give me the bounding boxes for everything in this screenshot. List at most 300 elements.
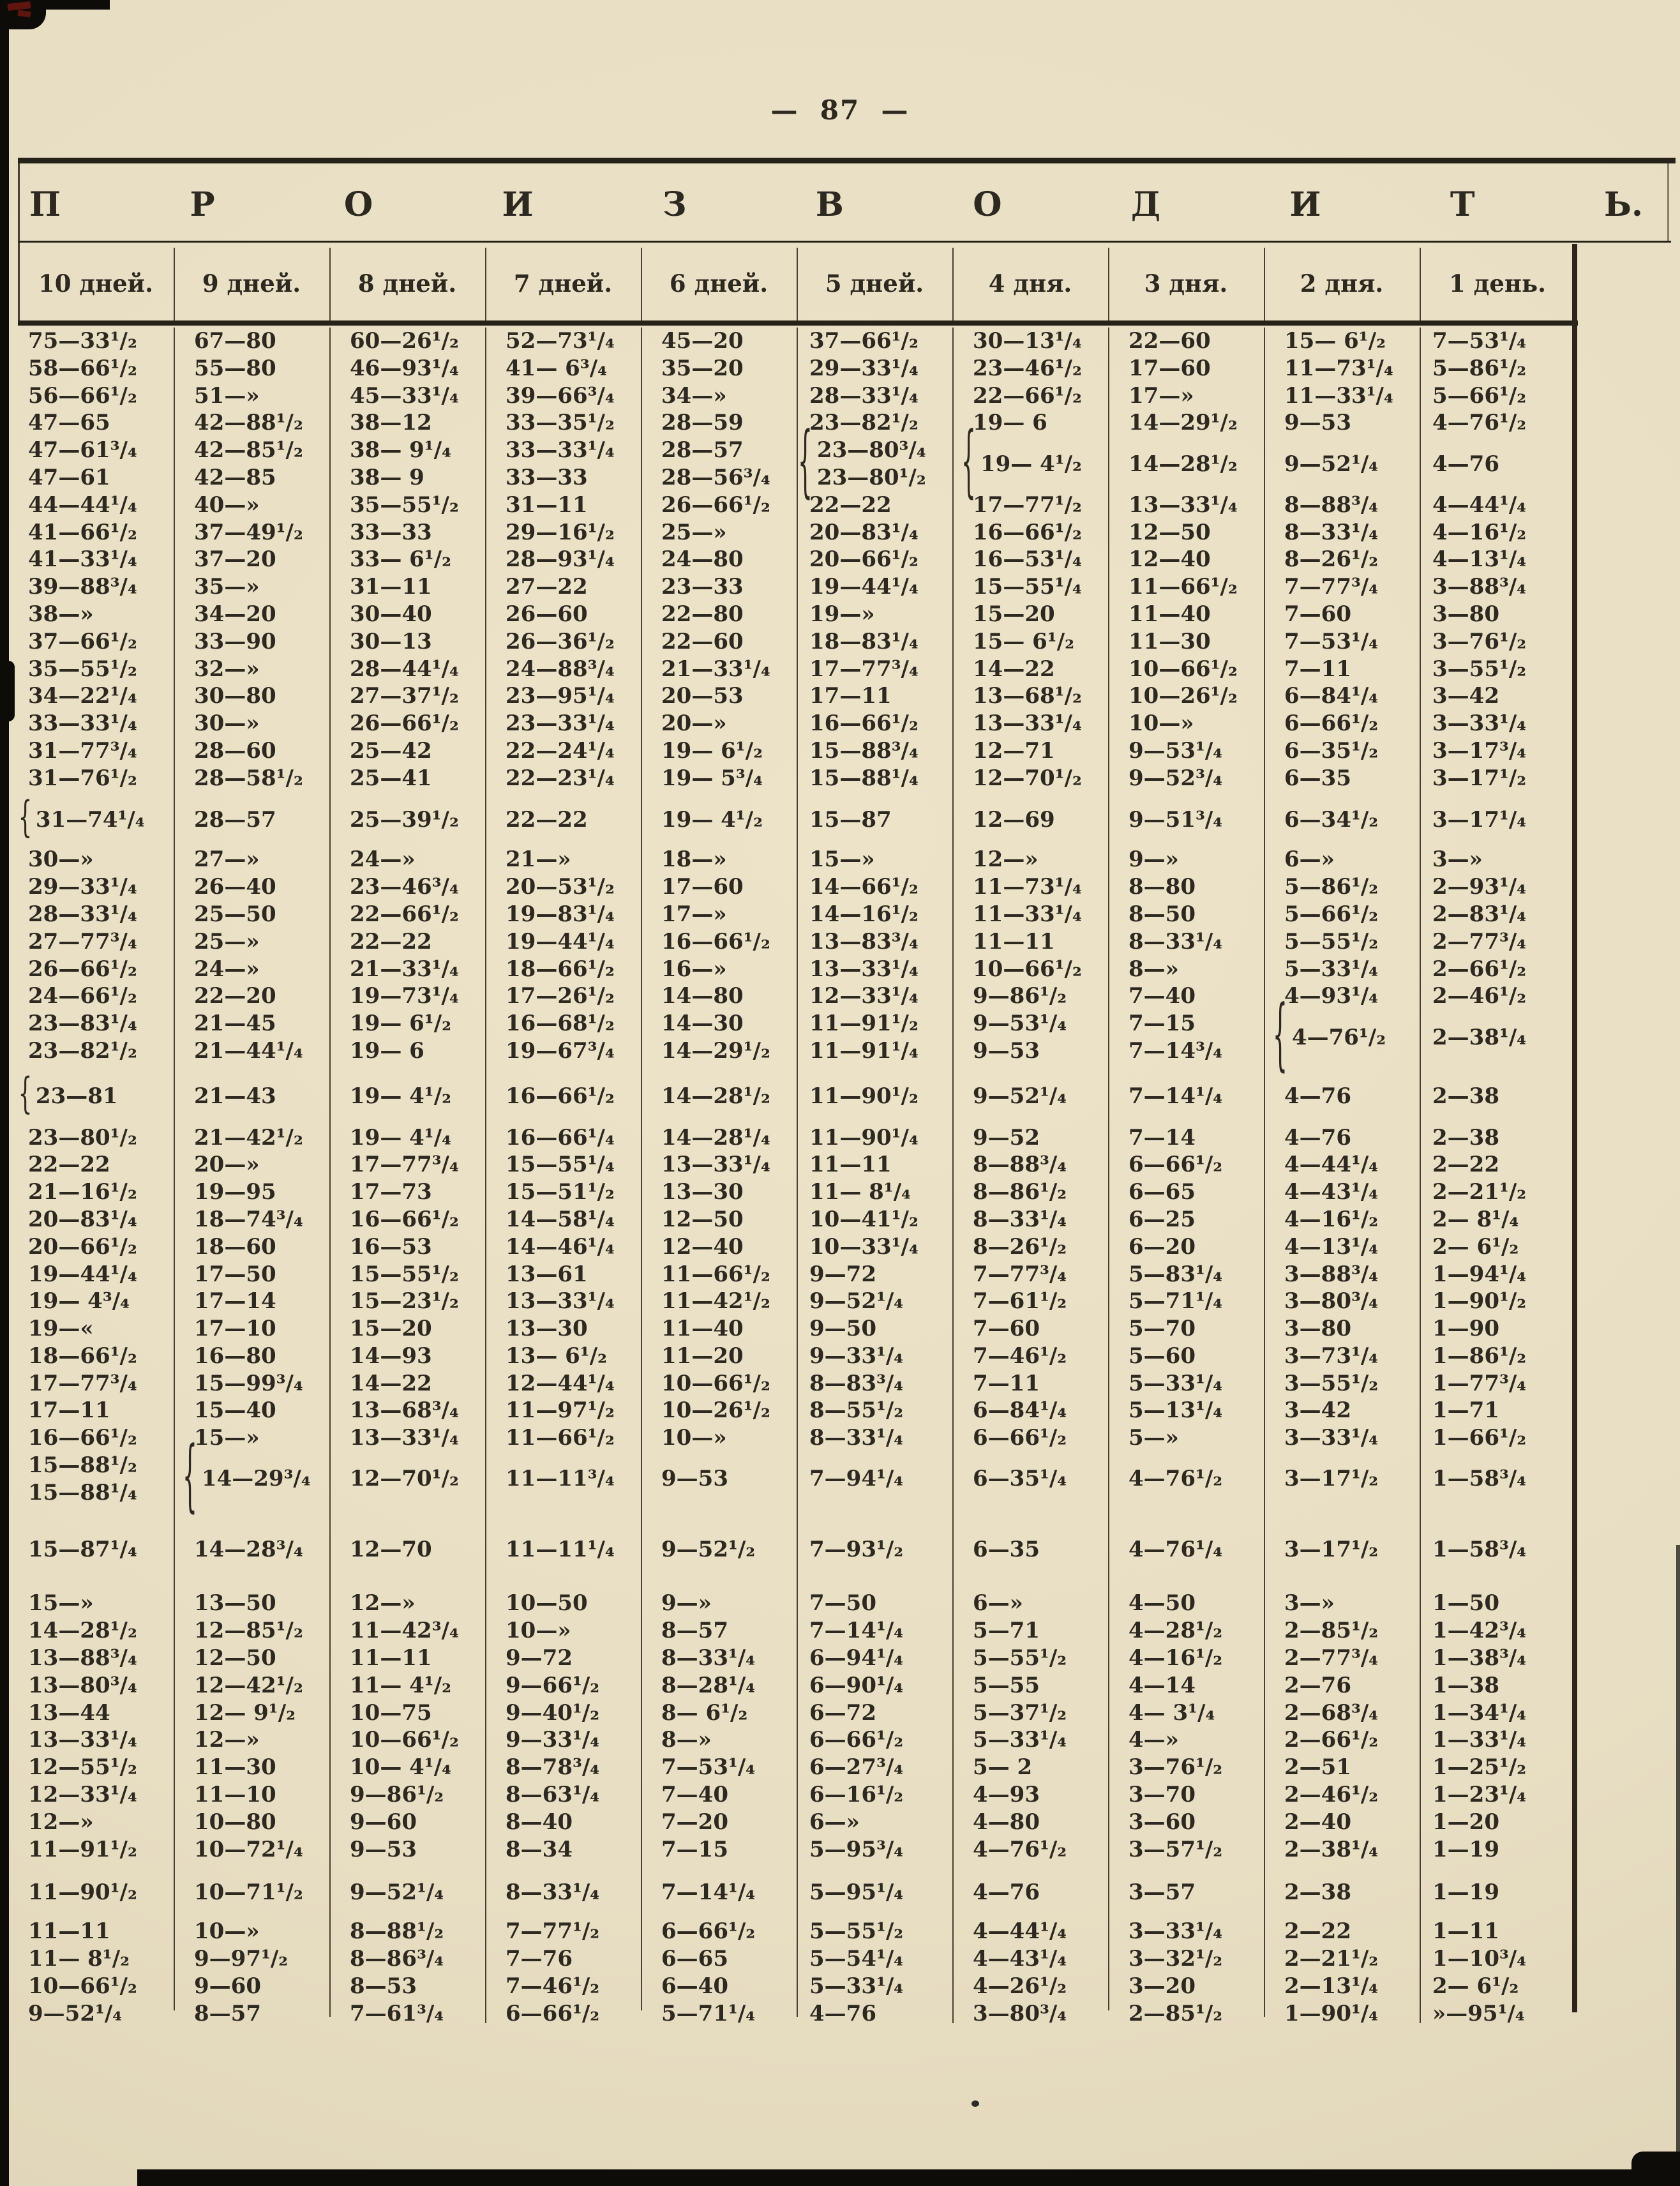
table-cell: 2—77³/₄ — [1284, 1645, 1379, 1671]
table-cell: 4—16¹/₂ — [1284, 1206, 1379, 1232]
table-cell: 15—23¹/₂ — [350, 1288, 459, 1315]
table-cell: 17—14 — [194, 1288, 276, 1315]
table-cell: 14—16¹/₂ — [809, 901, 919, 927]
table-cell: 6—72 — [809, 1700, 876, 1726]
table-cell: 38—» — [28, 601, 94, 627]
table-cell: 2—46¹/₂ — [1284, 1782, 1379, 1808]
table-cell: 9—52¹/₄ — [28, 2000, 123, 2026]
table-cell: 4—43¹/₄ — [973, 1946, 1067, 1972]
table-cell: 15—88³/₄ — [809, 737, 919, 764]
table-cell: 25—42 — [350, 737, 432, 764]
table-cell: 1—25¹/₂ — [1432, 1754, 1527, 1781]
table-cell: 27—37¹/₂ — [350, 683, 459, 709]
table-cell: 7—14¹/₄ — [809, 1618, 904, 1644]
table-cell: 12—42¹/₂ — [194, 1672, 303, 1698]
table-cell: 34—22¹/₄ — [28, 683, 137, 709]
table-cell: 15—» — [194, 1425, 260, 1451]
table-cell: 8—80 — [1129, 874, 1196, 900]
table-cell: { 14—29³/₄ — [174, 1452, 329, 1507]
table-cell: 9—53¹/₄ 9—53 — [973, 1011, 1067, 1064]
table-cell: 5—55 — [973, 1672, 1040, 1698]
table-cell: 15—20 — [350, 1316, 432, 1342]
table-cell: 17—60 — [1129, 355, 1211, 381]
table-cell: 17—50 — [194, 1261, 276, 1287]
table-cell: 17—10 — [194, 1316, 276, 1342]
table-cell: 7—94¹/₄ — [809, 1466, 904, 1492]
table-cell: 35—» — [194, 574, 260, 600]
column-separator — [1108, 328, 1109, 2010]
table-cell: 14—80 — [661, 983, 744, 1009]
table-cell: 7—53¹/₄ — [1432, 328, 1527, 354]
table-cell: 21—16¹/₂ — [28, 1179, 137, 1205]
table-cell: 9—72 — [506, 1645, 573, 1671]
title-letter: Р — [190, 185, 215, 224]
table-cell: 2— 8¹/₄ — [1432, 1206, 1519, 1232]
table-cell: 13—33¹/₄ — [506, 1288, 615, 1315]
table-cell: 3—76¹/₂ — [1432, 628, 1527, 654]
table-cell: 3—55¹/₂ — [1284, 1370, 1379, 1396]
table-cell: 22—22 — [28, 1152, 110, 1178]
table-cell: 25—» — [661, 519, 727, 545]
table-cell: 6—35 — [1284, 765, 1351, 791]
table-cell: 8—57 — [661, 1618, 728, 1644]
table-cell: 4—76 — [1432, 451, 1499, 477]
column-header: 6 дней. — [669, 269, 769, 298]
table-cell: 1—20 — [1432, 1809, 1499, 1835]
table-cell: 21—33¹/₄ — [350, 956, 459, 982]
table-cell: 27—» — [194, 847, 260, 873]
table-cell: 2—38¹/₄ — [1432, 1024, 1527, 1050]
table-cell: 5—86¹/₂ — [1432, 355, 1527, 381]
table-cell: 10—66¹/₂ — [973, 956, 1082, 982]
table-cell: 4—50 — [1129, 1590, 1196, 1617]
table-cell: 11—42³/₄ — [350, 1618, 459, 1644]
table-cell: 4— 3¹/₄ — [1129, 1700, 1215, 1726]
table-cell: 15— 6¹/₂ — [973, 628, 1075, 654]
table-cell: 1—66¹/₂ — [1432, 1425, 1527, 1451]
table-cell: 8—33¹/₄ — [1129, 928, 1223, 954]
table-cell: 6—66¹/₂ — [506, 2000, 600, 2026]
table-cell: 12—50 — [1129, 519, 1211, 545]
table-cell: 22—22 — [506, 806, 588, 833]
table-cell: 6—65 — [661, 1946, 728, 1972]
table-cell: 19— 6¹/₂ 19— 6 — [350, 1011, 452, 1064]
table-cell: 38— 9¹/₄ 38— 9 — [350, 437, 452, 490]
table-cell: 6—» — [973, 1590, 1023, 1617]
table-cell: 5—66¹/₂ — [1432, 382, 1527, 409]
table-cell: 31—11 — [350, 574, 432, 600]
table-cell: 16—66¹/₂ — [809, 711, 919, 737]
table-cell: 19—44¹/₄ — [28, 1261, 137, 1287]
table-cell: 4—76 — [809, 2000, 876, 2026]
title-letter: В — [815, 185, 844, 224]
column-header: 3 дня. — [1144, 269, 1228, 298]
table-cell: 2—51 — [1284, 1754, 1351, 1781]
table-cell: 16—80 — [194, 1343, 276, 1369]
column-separator — [174, 328, 175, 2010]
table-cell: 33—35¹/₂ — [506, 410, 615, 436]
table-cell: 12—70¹/₂ — [973, 765, 1082, 791]
scan-edge-left — [0, 0, 9, 2186]
table-cell: 10—» — [194, 1918, 260, 1945]
table-cell: 7—60 — [1284, 601, 1351, 627]
table-cell: 41—66¹/₂ — [28, 519, 137, 545]
table-cell: 31—77³/₄ — [28, 737, 137, 764]
table-cell: 3—60 — [1129, 1809, 1196, 1835]
table-cell: 41— 6³/₄ — [506, 355, 608, 381]
table-cell: 2—40 — [1284, 1809, 1351, 1835]
table-cell: 19— 4¹/₂ — [661, 806, 763, 833]
scan-edge-right — [1676, 1545, 1680, 2186]
table-cell: 9—33¹/₄ — [506, 1727, 600, 1753]
table-cell: 37—20 — [194, 546, 276, 573]
table-cell: 10—» — [1129, 711, 1194, 737]
table-cell: 30—» — [28, 847, 94, 873]
table-cell: 22—60 — [661, 628, 744, 654]
table-cell: 10—» — [506, 1618, 571, 1644]
table-cell: 6—40 — [661, 1973, 728, 1999]
table-cell: 15—87 — [809, 806, 892, 833]
column-separator — [641, 328, 642, 2010]
table-cell: 8—» — [1129, 956, 1179, 982]
table-cell: 3—70 — [1129, 1782, 1196, 1808]
table-cell: 16—» — [661, 956, 727, 982]
table-cell: 18—66¹/₂ — [506, 956, 615, 982]
table-cell: 6—66¹/₂ — [1129, 1152, 1223, 1178]
column-header: 10 дней. — [38, 269, 153, 298]
table-cell: 3—88³/₄ — [1432, 574, 1527, 600]
table-cell: 24—88³/₄ — [506, 656, 615, 682]
table-cell: 30—40 — [350, 601, 432, 627]
table-cell: 2—93¹/₄ — [1432, 874, 1527, 900]
table-cell: 25—50 — [194, 901, 276, 927]
table-cell: 3—17¹/₂ — [1284, 1536, 1379, 1562]
table-cell: 13—50 — [194, 1590, 276, 1617]
table-cell: 11—91¹/₂ 11—91¹/₄ — [809, 1011, 919, 1064]
table-cell: 13—80³/₄ — [28, 1672, 137, 1698]
table-cell: 7—11 — [1284, 656, 1351, 682]
table-cell: 4—44¹/₄ — [973, 1918, 1067, 1945]
table-cell: 14—30 14—29¹/₂ — [661, 1011, 770, 1064]
table-cell: 41—33¹/₄ — [28, 546, 137, 573]
table-cell: 7—61³/₄ — [350, 2000, 444, 2026]
table-cell: 25—39¹/₂ — [350, 806, 459, 833]
table-cell: 2—66¹/₂ — [1432, 956, 1527, 982]
table-cell: 18—» — [661, 847, 727, 873]
table-cell: 7—15 7—14³/₄ — [1129, 1011, 1223, 1064]
table-cell: 25—41 — [350, 765, 432, 791]
table-cell: 13—68¹/₂ — [973, 683, 1082, 709]
table-cell: 14—93 — [350, 1343, 432, 1369]
table-cell: 23—95¹/₄ — [506, 683, 615, 709]
table-cell: 44—44¹/₄ — [28, 492, 137, 518]
table-cell: 5—37¹/₂ — [973, 1700, 1067, 1726]
table-cell: 5—55¹/₂ — [973, 1645, 1067, 1671]
table-cell: 51—» — [194, 382, 260, 409]
brace: { — [18, 793, 33, 842]
brace: { — [961, 418, 976, 507]
table-cell: 7—20 — [661, 1809, 728, 1835]
table-cell: 12—40 — [661, 1233, 744, 1260]
table-cell: 3—17¹/₄ — [1432, 806, 1527, 833]
table-cell: 12—70 — [350, 1536, 432, 1562]
table-cell: 12—70¹/₂ — [350, 1466, 459, 1492]
table-cell: 4—26¹/₂ — [973, 1973, 1067, 1999]
table-cell: 13—33¹/₄ — [661, 1152, 770, 1178]
column-header: 7 дней. — [513, 269, 613, 298]
table-cell: 1—94¹/₄ — [1432, 1261, 1527, 1287]
table-cell: 6—35¹/₄ — [973, 1466, 1067, 1492]
table-cell: 9—52¹/₂ — [661, 1536, 756, 1562]
table-cell: 13—83³/₄ — [809, 928, 919, 954]
table-cell: 9—53 — [1284, 410, 1351, 436]
table-cell: 24—66¹/₂ — [28, 983, 137, 1009]
table-cell: 5—83¹/₄ — [1129, 1261, 1223, 1287]
table-cell: 19— 6¹/₂ — [661, 737, 763, 764]
table-cell: 20—53 — [661, 683, 744, 709]
table-cell: 26—66¹/₂ — [661, 492, 770, 518]
table-cell: 6—34¹/₂ — [1284, 806, 1379, 833]
rule-under-title — [18, 241, 1671, 243]
table-cell: 1—23¹/₄ — [1432, 1782, 1527, 1808]
table-cell: 19—95 — [194, 1179, 276, 1205]
column-separator-header — [1420, 248, 1421, 320]
table-cell: 19— 4¹/₄ — [350, 1124, 452, 1150]
title-letter: Ь. — [1603, 185, 1643, 224]
table-cell: 15—88¹/₄ — [809, 765, 919, 791]
table-cell: 2— 6¹/₂ — [1432, 1233, 1519, 1260]
table-cell: 47—65 — [28, 410, 110, 436]
table-cell: 37—49¹/₂ — [194, 519, 303, 545]
table-cell: 28—44¹/₄ — [350, 656, 459, 682]
table-cell: 3—32¹/₂ — [1129, 1946, 1223, 1972]
table-cell: 9—97¹/₂ — [194, 1946, 289, 1972]
column-separator-header — [1108, 248, 1109, 320]
title-letter: Т — [1450, 185, 1475, 224]
column-header: 4 дня. — [988, 269, 1072, 298]
scan-corner-bottom-right — [1631, 2152, 1680, 2186]
table-cell: 3—33¹/₄ — [1432, 711, 1527, 737]
table-cell: 20—83¹/₄ — [28, 1206, 137, 1232]
scan-edge-bottom — [137, 2169, 1680, 2186]
table-cell: 11—11 — [809, 1152, 892, 1178]
table-cell: 5—70 — [1129, 1316, 1196, 1342]
table-cell: 1—77³/₄ — [1432, 1370, 1527, 1396]
table-cell: 58—66¹/₂ — [28, 355, 137, 381]
table-cell: 23—46¹/₂ — [973, 355, 1082, 381]
table-cell: 14—28¹/₄ — [661, 1124, 770, 1150]
table-cell: 2—76 — [1284, 1672, 1351, 1698]
table-cell: 17—11 — [28, 1398, 110, 1424]
title-letter: П — [29, 185, 61, 224]
column-header: 2 дня. — [1300, 269, 1384, 298]
table-cell: 33—33 — [350, 519, 432, 545]
table-cell: 9—50 — [809, 1316, 876, 1342]
column-separator-header — [797, 248, 798, 320]
table-cell: 20—66¹/₂ — [28, 1233, 137, 1260]
table-cell: 5—» — [1129, 1425, 1179, 1451]
table-cell: 15—51¹/₂ — [506, 1179, 615, 1205]
table-cell: 22—22 — [350, 928, 432, 954]
table-cell: 6—» — [1284, 847, 1335, 873]
table-cell: 19— 4¹/₂ — [350, 1083, 452, 1109]
table-cell: 12—50 — [194, 1645, 276, 1671]
table-cell: 1—19 — [1432, 1836, 1499, 1862]
table-cell: 12— 9¹/₂ — [194, 1700, 296, 1726]
table-cell: 28—33¹/₄ — [28, 901, 137, 927]
table-cell: 2—21¹/₂ — [1284, 1946, 1379, 1972]
table-cell: 3—57 — [1129, 1880, 1196, 1906]
table-cell: 14—66¹/₂ — [809, 874, 919, 900]
table-cell: 2—22 — [1432, 1152, 1499, 1178]
table-cell: 12—71 — [973, 737, 1055, 764]
table-cell: 16—66¹/₄ — [506, 1124, 615, 1150]
table-cell: 47—61³/₄ 47—61 — [28, 437, 137, 490]
table-cell: 2—22 — [1284, 1918, 1351, 1945]
table-cell: 9—60 — [350, 1809, 417, 1835]
table-cell: 2— 6¹/₂ — [1432, 1973, 1519, 1999]
table-cell: 7—61¹/₂ — [973, 1288, 1067, 1315]
table-cell: 17—» — [1129, 382, 1194, 409]
table-cell: 12—» — [28, 1809, 94, 1835]
table-cell: 8—57 — [194, 2000, 261, 2026]
table-cell: 3—80³/₄ — [973, 2000, 1067, 2026]
table-cell: 9—» — [1129, 847, 1179, 873]
table-cell: 9—53 — [350, 1836, 417, 1862]
table-cell: 10—72¹/₄ — [194, 1836, 303, 1862]
table-cell: 11—11 — [28, 1918, 110, 1945]
table-cell: 8—28¹/₄ — [661, 1672, 756, 1698]
table-cell: 3—80 — [1284, 1316, 1351, 1342]
table-cell: 26—40 — [194, 874, 276, 900]
table-cell: 3—33¹/₄ — [1284, 1425, 1379, 1451]
table-cell: 11— 8¹/₄ — [809, 1179, 911, 1205]
table-cell: 19—» — [809, 601, 875, 627]
table-cell: 4—14 — [1129, 1672, 1196, 1698]
section-title — [29, 181, 1643, 227]
table-cell: 11—40 — [1129, 601, 1211, 627]
table-cell: 6—35 — [973, 1536, 1040, 1562]
table-cell: 1—90¹/₂ — [1432, 1288, 1527, 1315]
table-cell: 33—33¹/₄ — [28, 711, 137, 737]
table-cell: 5—66¹/₂ — [1284, 901, 1379, 927]
table-cell: 4—80 — [973, 1809, 1040, 1835]
table-cell: 22—24¹/₄ — [506, 737, 615, 764]
column-separator — [329, 328, 331, 2017]
table-cell: 1—71 — [1432, 1398, 1499, 1424]
table-cell: 10—66¹/₂ — [28, 1973, 137, 1999]
table-cell: 8—33¹/₄ — [809, 1425, 904, 1451]
column-separator-header — [174, 248, 175, 320]
table-cell: 22—23¹/₄ — [506, 765, 615, 791]
brace: { — [1273, 991, 1287, 1080]
table-cell: 42—85¹/₂ 42—85 — [194, 437, 303, 490]
table-cell: 4—76¹/₂ — [1432, 410, 1527, 436]
table-cell: 11—11¹/₄ — [506, 1536, 615, 1562]
table-cell: 3—17¹/₂ — [1432, 765, 1527, 791]
table-cell: 11—11 — [973, 928, 1055, 954]
table-cell: 17—77³/₄ — [28, 1370, 137, 1396]
table-cell: { 23—80³/₄ 23—80¹/₂ — [797, 437, 952, 492]
table-cell: 6—» — [809, 1809, 860, 1835]
table-cell: 1—10³/₄ — [1432, 1946, 1527, 1972]
table-cell: 11—66¹/₂ — [1129, 574, 1238, 600]
table-cell: 8—26¹/₂ — [1284, 546, 1379, 573]
table-cell: 3—17³/₄ — [1432, 737, 1527, 764]
table-cell: 3—55¹/₂ — [1432, 656, 1527, 682]
table-cell: 6—84¹/₄ — [1284, 683, 1379, 709]
table-cell: 9—52¹/₄ — [973, 1083, 1067, 1109]
table-cell: 12—85¹/₂ — [194, 1618, 303, 1644]
table-cell: 5—60 — [1129, 1343, 1196, 1369]
table-cell: 55—80 — [194, 355, 276, 381]
table-cell: 8—33¹/₄ — [661, 1645, 756, 1671]
table-cell: 6—84¹/₄ — [973, 1398, 1067, 1424]
table-cell: 35—20 — [661, 355, 744, 381]
table-cell: 8—86¹/₂ — [973, 1179, 1067, 1205]
table-cell: 19— 5³/₄ — [661, 765, 763, 791]
table-cell: 5—71 — [973, 1618, 1040, 1644]
table-cell: 15—40 — [194, 1398, 276, 1424]
table-cell: 20—83¹/₄ — [809, 519, 919, 545]
table-cell: 11—40 — [661, 1316, 744, 1342]
title-letter: И — [1289, 185, 1321, 224]
table-cell: 18—66¹/₂ — [28, 1343, 137, 1369]
table-cell: »—95¹/₄ — [1432, 2000, 1525, 2026]
table-cell: 15—55¹/₄ — [973, 574, 1082, 600]
table-cell: 28—33¹/₄ — [809, 382, 919, 409]
table-cell: 16—68¹/₂ 19—67³/₄ — [506, 1011, 615, 1064]
column-separator-header — [952, 248, 954, 320]
column-header: 5 дней. — [825, 269, 924, 298]
table-cell: 1—90¹/₄ — [1284, 2000, 1379, 2026]
table-cell: 11— 8¹/₂ — [28, 1946, 130, 1972]
table-cell: 23—46³/₄ — [350, 874, 459, 900]
table-cell: 8—33¹/₄ — [506, 1880, 600, 1906]
table-cell: 18—60 — [194, 1233, 276, 1260]
table-cell: 21—45 21—44¹/₄ — [194, 1011, 303, 1064]
table-cell: 32—» — [194, 656, 260, 682]
table-cell: 3—73¹/₄ — [1284, 1343, 1379, 1369]
table-cell: 9—52¹/₄ — [809, 1288, 904, 1315]
table-cell: 6—94¹/₄ — [809, 1645, 904, 1671]
table-cell: 15—55¹/₂ — [350, 1261, 459, 1287]
table-cell: 3—20 — [1129, 1973, 1196, 1999]
table-cell: 10— 4¹/₄ — [350, 1754, 452, 1781]
table-cell: 26—60 — [506, 601, 588, 627]
table-cell: 8—83³/₄ — [809, 1370, 904, 1396]
table-cell: { 19— 4¹/₂ — [952, 437, 1108, 492]
table-cell: 11—10 — [194, 1782, 276, 1808]
table-cell: 16—66¹/₂ — [506, 1083, 615, 1109]
table-cell: 11—97¹/₂ — [506, 1398, 615, 1424]
table-cell: 7—53¹/₄ — [1284, 628, 1379, 654]
table-cell: 26—66¹/₂ — [350, 711, 459, 737]
table-cell: 5—33¹/₄ — [1284, 956, 1379, 982]
table-cell: 5—13¹/₄ — [1129, 1398, 1223, 1424]
brace: { — [183, 1433, 197, 1522]
table-cell: 3—76¹/₂ — [1129, 1754, 1223, 1781]
page-number: — 87 — — [770, 94, 910, 126]
table-cell: 1—42³/₄ — [1432, 1618, 1527, 1644]
table-cell: 3—80³/₄ — [1284, 1288, 1379, 1315]
table-cell: 6—16¹/₂ — [809, 1782, 904, 1808]
table-cell: 12—40 — [1129, 546, 1211, 573]
table-cell: 29—33¹/₄ — [28, 874, 137, 900]
table-cell: 37—66¹/₂ — [809, 328, 919, 354]
table-cell: 26—36¹/₂ — [506, 628, 615, 654]
table-cell: 8—34 — [506, 1836, 573, 1862]
